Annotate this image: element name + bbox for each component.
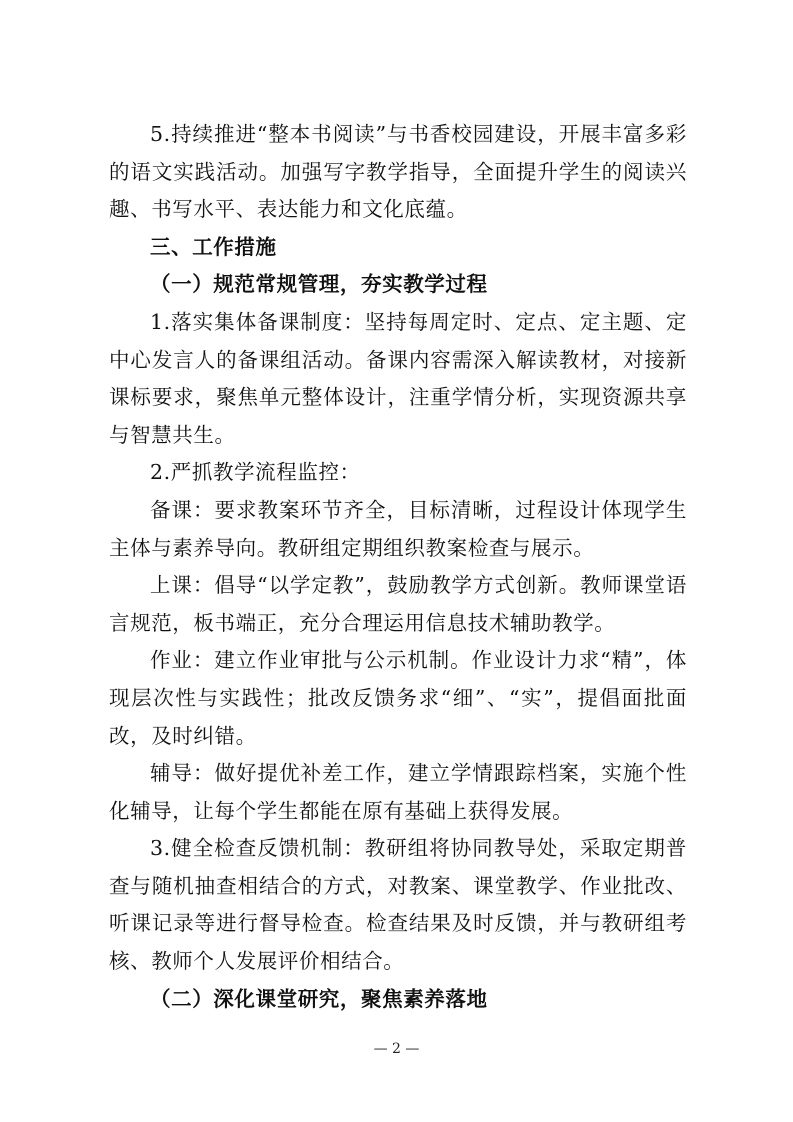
subsection-heading-classroom-research: （二）深化课堂研究，聚焦素养落地	[150, 986, 488, 1011]
section-heading-measures: 三、工作措施	[150, 234, 277, 259]
paragraph-classes: 上课：倡导“以学定教”，鼓励教学方式创新。教师课堂语言规范，板书端正，充分合理运用信息技术辅助教学。	[109, 573, 687, 635]
document-body	[109, 116, 687, 1018]
paragraph-lesson-plans: 备课：要求教案环节齐全，目标清晰，过程设计体现学生主体与素养导向。教研组定期组织教案检查与展示。	[109, 497, 687, 560]
paragraph-tutoring: 辅导：做好提优补差工作，建立学情跟踪档案，实施个性化辅导，让每个学生都能在原有基础上获得发展。	[109, 761, 687, 823]
paragraph-inspection-feedback: 3.健全检查反馈机制：教研组将协同教导处，采取定期普查与随机抽查相结合的方式，对教案、课堂教学、作业批改、听课记录等进行督导检查。检查结果及时反馈，并与教研组考核、教师个人发展评价相结合。	[109, 836, 687, 974]
paragraph-collective-lesson-prep: 1.落实集体备课制度：坚持每周定时、定点、定主题、定中心发言人的备课组活动。备课内容需深入解读教材，对接新课标要求，聚焦单元整体设计，注重学情分析，实现资源共享与智慧共生。	[109, 309, 687, 447]
paragraph-goal-5: 5.持续推进“整本书阅读”与书香校园建设，开展丰富多彩的语文实践活动。加强写字教学指导，全面提升学生的阅读兴趣、书写水平、表达能力和文化底蕴。	[109, 122, 687, 222]
page-number: — 2 —	[373, 1041, 420, 1057]
paragraph-process-monitoring: 2.严抓教学流程监控：	[150, 460, 361, 485]
subsection-heading-routine-management: （一）规范常规管理，夯实教学过程	[150, 272, 488, 297]
paragraph-homework: 作业：建立作业审批与公示机制。作业设计力求“精”，体现层次性与实践性；批改反馈务求“细”、“实”，提倡面批面改，及时纠错。	[109, 648, 687, 748]
